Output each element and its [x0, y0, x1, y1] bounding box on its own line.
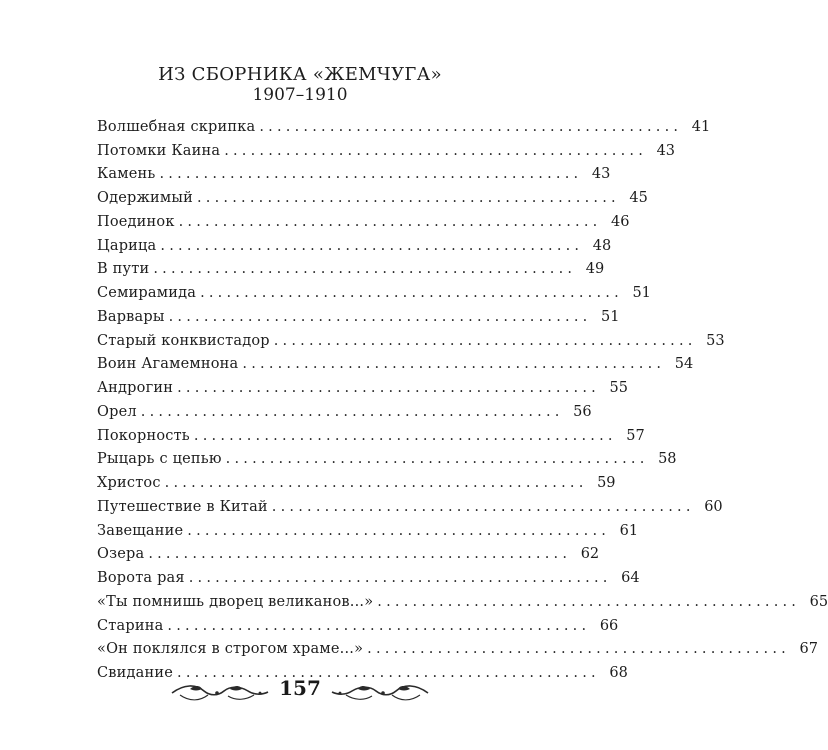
section-years: 1907–1910 [252, 85, 348, 105]
toc-entry[interactable] [97, 183, 648, 207]
toc-entry-page: 62 [580, 546, 600, 563]
toc-entry-title: Покорность [97, 427, 190, 444]
toc-dot-leader: ................................................ [225, 451, 649, 468]
toc-entry-title: Свидание [97, 665, 174, 681]
toc-entry-title: Варвары [97, 308, 165, 325]
toc-entry[interactable] [97, 231, 612, 255]
toc-entry-page: 56 [573, 403, 592, 420]
toc-entry-title: «Он поклялся в строгом храме...» [97, 641, 364, 658]
toc-entry-page: 48 [592, 237, 612, 254]
toc-dot-leader: ................................................ [148, 546, 572, 563]
toc-dot-leader: ................................................ [367, 641, 790, 658]
toc-dot-leader: ................................................ [177, 380, 600, 396]
toc-entry-title: «Ты помнишь дворец великанов...» [97, 593, 374, 610]
toc-entry-title: Путешествие в Китай [97, 498, 268, 515]
toc-entry[interactable] [97, 112, 711, 136]
toc-entry-page: 61 [619, 522, 639, 539]
toc-entry-page: 64 [621, 570, 640, 586]
toc-dot-leader: ................................................ [242, 356, 666, 373]
toc-entry[interactable] [97, 255, 605, 279]
toc-dot-leader: ................................................ [187, 522, 611, 539]
toc-entry[interactable] [97, 516, 639, 540]
toc-dot-leader: ................................................ [153, 261, 577, 278]
toc-entry-page: 43 [591, 166, 611, 183]
toc-entry[interactable] [97, 373, 628, 397]
toc-entry-title: Завещание [97, 522, 184, 539]
toc-entry-page: 60 [704, 498, 723, 515]
toc-entry-title: В пути [97, 261, 150, 278]
toc-dot-leader: ................................................ [164, 475, 588, 491]
toc-entry-title: Христос [97, 475, 161, 491]
toc-dot-leader: ................................................ [196, 190, 620, 206]
toc-entry-page: 68 [609, 665, 628, 681]
toc-entry[interactable] [97, 540, 600, 564]
toc-entry-page: 54 [674, 356, 694, 373]
toc-entry[interactable] [97, 397, 592, 421]
toc-entry[interactable] [97, 136, 676, 160]
toc-entry[interactable] [97, 468, 616, 492]
toc-entry[interactable] [97, 350, 694, 374]
toc-entry[interactable] [97, 160, 611, 184]
toc-entry-title: Одержимый [97, 190, 193, 206]
toc-entry-page: 45 [629, 190, 648, 206]
toc-entry-title: Царица [97, 237, 157, 254]
toc-dot-leader: ................................................ [271, 498, 695, 515]
toc-entry[interactable] [97, 207, 630, 231]
toc-dot-leader: ................................................ [377, 593, 801, 610]
toc-entry-title: Камень [97, 166, 156, 183]
toc-entry-page: 66 [599, 617, 619, 634]
toc-entry-page: 41 [691, 118, 711, 135]
toc-entry-title: Старый конквистадор [97, 332, 270, 349]
page-number: 157 [279, 676, 321, 700]
toc-dot-leader: ................................................ [160, 237, 584, 254]
toc-dot-leader: ................................................ [140, 403, 564, 420]
toc-entry-page: 67 [799, 641, 818, 658]
toc-entry[interactable] [97, 445, 677, 469]
toc-entry[interactable] [97, 326, 725, 350]
toc-dot-leader: ................................................ [193, 427, 617, 444]
toc-entry-title: Потомки Каина [97, 142, 221, 159]
toc-entry-title: Ворота рая [97, 570, 185, 586]
toc-entry[interactable] [97, 635, 818, 659]
flourish-ornament-right-icon [330, 682, 430, 704]
toc-entry[interactable] [97, 302, 620, 326]
toc-entry-title: Волшебная скрипка [97, 118, 256, 135]
toc-entry-page: 53 [706, 332, 725, 349]
toc-entry-page: 46 [611, 213, 630, 230]
toc-entry-title: Андрогин [97, 380, 174, 396]
toc-entry-title: Семирамида [97, 285, 197, 301]
table-of-contents [97, 112, 828, 682]
toc-entry-title: Рыцарь с цепью [97, 451, 222, 468]
toc-entry[interactable] [97, 492, 723, 516]
toc-entry-page: 58 [658, 451, 677, 468]
toc-entry-page: 55 [609, 380, 628, 396]
toc-entry-title: Поединок [97, 213, 175, 230]
toc-entry-title: Старина [97, 617, 164, 634]
toc-entry[interactable] [97, 611, 619, 635]
toc-entry-page: 51 [632, 285, 651, 301]
toc-dot-leader: ................................................ [178, 213, 602, 230]
toc-entry-page: 43 [656, 142, 676, 159]
toc-dot-leader: ................................................ [188, 570, 612, 586]
toc-dot-leader: ................................................ [200, 285, 623, 301]
section-title: ИЗ СБОРНИКА «ЖЕМЧУГА» [158, 64, 442, 85]
toc-dot-leader: ................................................ [159, 166, 583, 183]
page-footer [170, 672, 430, 712]
toc-entry-page: 51 [601, 308, 620, 325]
toc-entry-page: 57 [626, 427, 645, 444]
toc-entry[interactable] [97, 421, 645, 445]
toc-entry-page: 59 [597, 475, 616, 491]
toc-entry-title: Орел [97, 403, 137, 420]
toc-dot-leader: ................................................ [177, 665, 600, 681]
toc-dot-leader: ................................................ [259, 118, 683, 135]
toc-entry-page: 49 [585, 261, 605, 278]
toc-dot-leader: ................................................ [167, 617, 591, 634]
toc-dot-leader: ................................................ [273, 332, 697, 349]
toc-entry-title: Воин Агамемнона [97, 356, 239, 373]
toc-entry[interactable] [97, 563, 640, 587]
toc-dot-leader: ................................................ [168, 308, 592, 325]
toc-dot-leader: ................................................ [224, 142, 648, 159]
toc-entry-title: Озера [97, 546, 145, 563]
toc-entry[interactable] [97, 278, 651, 302]
toc-entry[interactable] [97, 587, 828, 611]
toc-entry-page: 65 [809, 593, 828, 610]
